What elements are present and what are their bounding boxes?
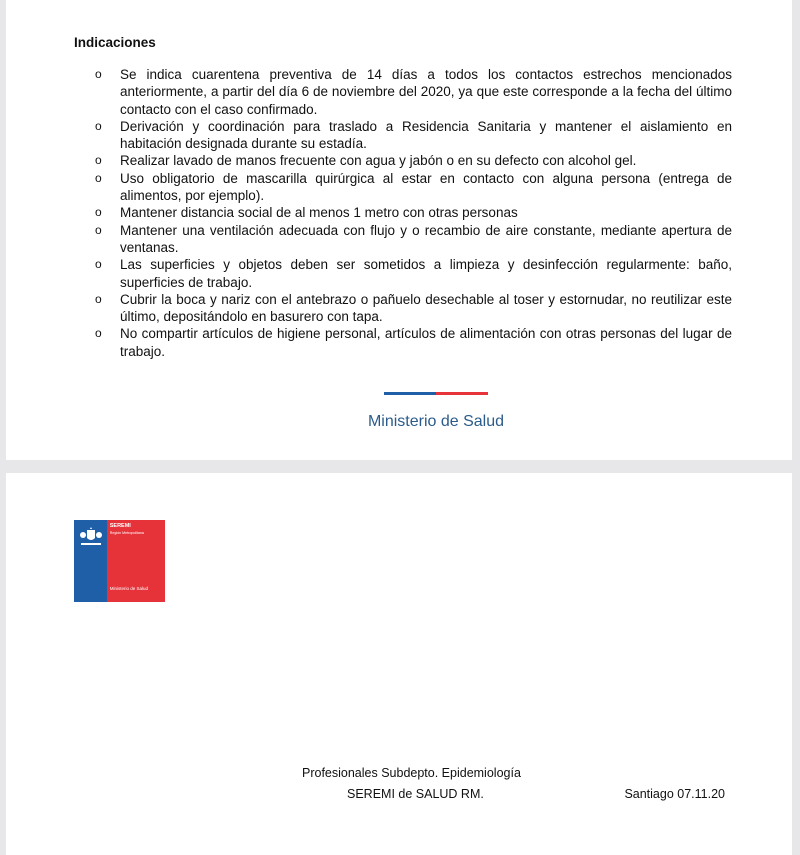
signature-line-1: Profesionales Subdepto. Epidemiología [302,766,521,780]
logo-blue-panel [74,520,107,602]
bullet-icon: o [95,326,102,341]
ministry-footer: Ministerio de Salud [367,413,505,430]
logo-ministry: Ministerio de Salud [109,586,149,591]
bullet-icon: o [95,170,102,185]
bullet-icon: o [95,291,102,306]
indication-text: No compartir artículos de higiene personal, artículos de alimentación con otras personas del lugar de trabajo. [120,326,732,359]
indications-list [92,66,732,360]
indication-item [92,204,732,221]
indication-item [92,152,732,169]
bullet-icon: o [95,205,102,220]
indication-text: Se indica cuarentena preventiva de 14 días a todos los contactos estrechos mencionados anteriormente, a partir del día 6 de noviembre del 2020, ya que este corresponde a la fecha del último contacto con el caso confirmado. [120,67,732,117]
bullet-icon: o [95,118,102,133]
indication-text: Cubrir la boca y nariz con el antebrazo o pañuelo desechable al toser y estornudar, no reutilizar este último, depositándolo en basurero con tapa. [120,291,732,325]
bullet-icon: o [95,153,102,168]
indication-text: Mantener una ventilación adecuada con flujo y o recambio de aire constante, mediante apertura de ventanas. [120,222,732,255]
logo-title: SEREMI [109,523,131,529]
indication-item [92,325,732,360]
indication-item [92,170,732,205]
indication-item [92,66,732,118]
bullet-icon: o [95,222,102,237]
indication-text: Realizar lavado de manos frecuente con agua y jabón o en su defecto con alcohol gel. [120,153,637,169]
indication-item [92,256,732,291]
indication-text: Uso obligatorio de mascarilla quirúrgica al estar en contacto con alguna persona (entrega de alimentos, por ejemplo). [120,170,732,204]
ministry-bar-red [436,392,488,395]
indication-item [92,118,732,153]
document-page-1 [6,0,792,460]
coat-of-arms-icon [79,526,103,548]
signature-date: Santiago 07.11.20 [624,787,725,801]
ministry-bar-blue [384,392,436,395]
bullet-icon: o [95,67,102,81]
indication-item [92,291,732,326]
ministry-color-bar [384,392,488,395]
document-page-2 [6,473,792,855]
indication-text: Derivación y coordinación para traslado a Residencia Sanitaria y mantener el aislamiento en habitación designada durante su estadía. [120,118,732,152]
indication-text: Las superficies y objetos deben ser sometidos a limpieza y desinfección regularmente: baño, superficies de trabajo. [120,257,732,290]
indication-item [92,222,732,257]
signature-line-2: SEREMI de SALUD RM. [347,787,484,801]
section-heading: Indicaciones [74,35,156,50]
logo-subtitle: Región Metropolitana [109,531,144,535]
logo-red-panel [107,520,165,602]
seremi-logo [74,520,165,602]
indication-text: Mantener distancia social de al menos 1 metro con otras personas [120,205,518,221]
bullet-icon: o [95,257,102,272]
